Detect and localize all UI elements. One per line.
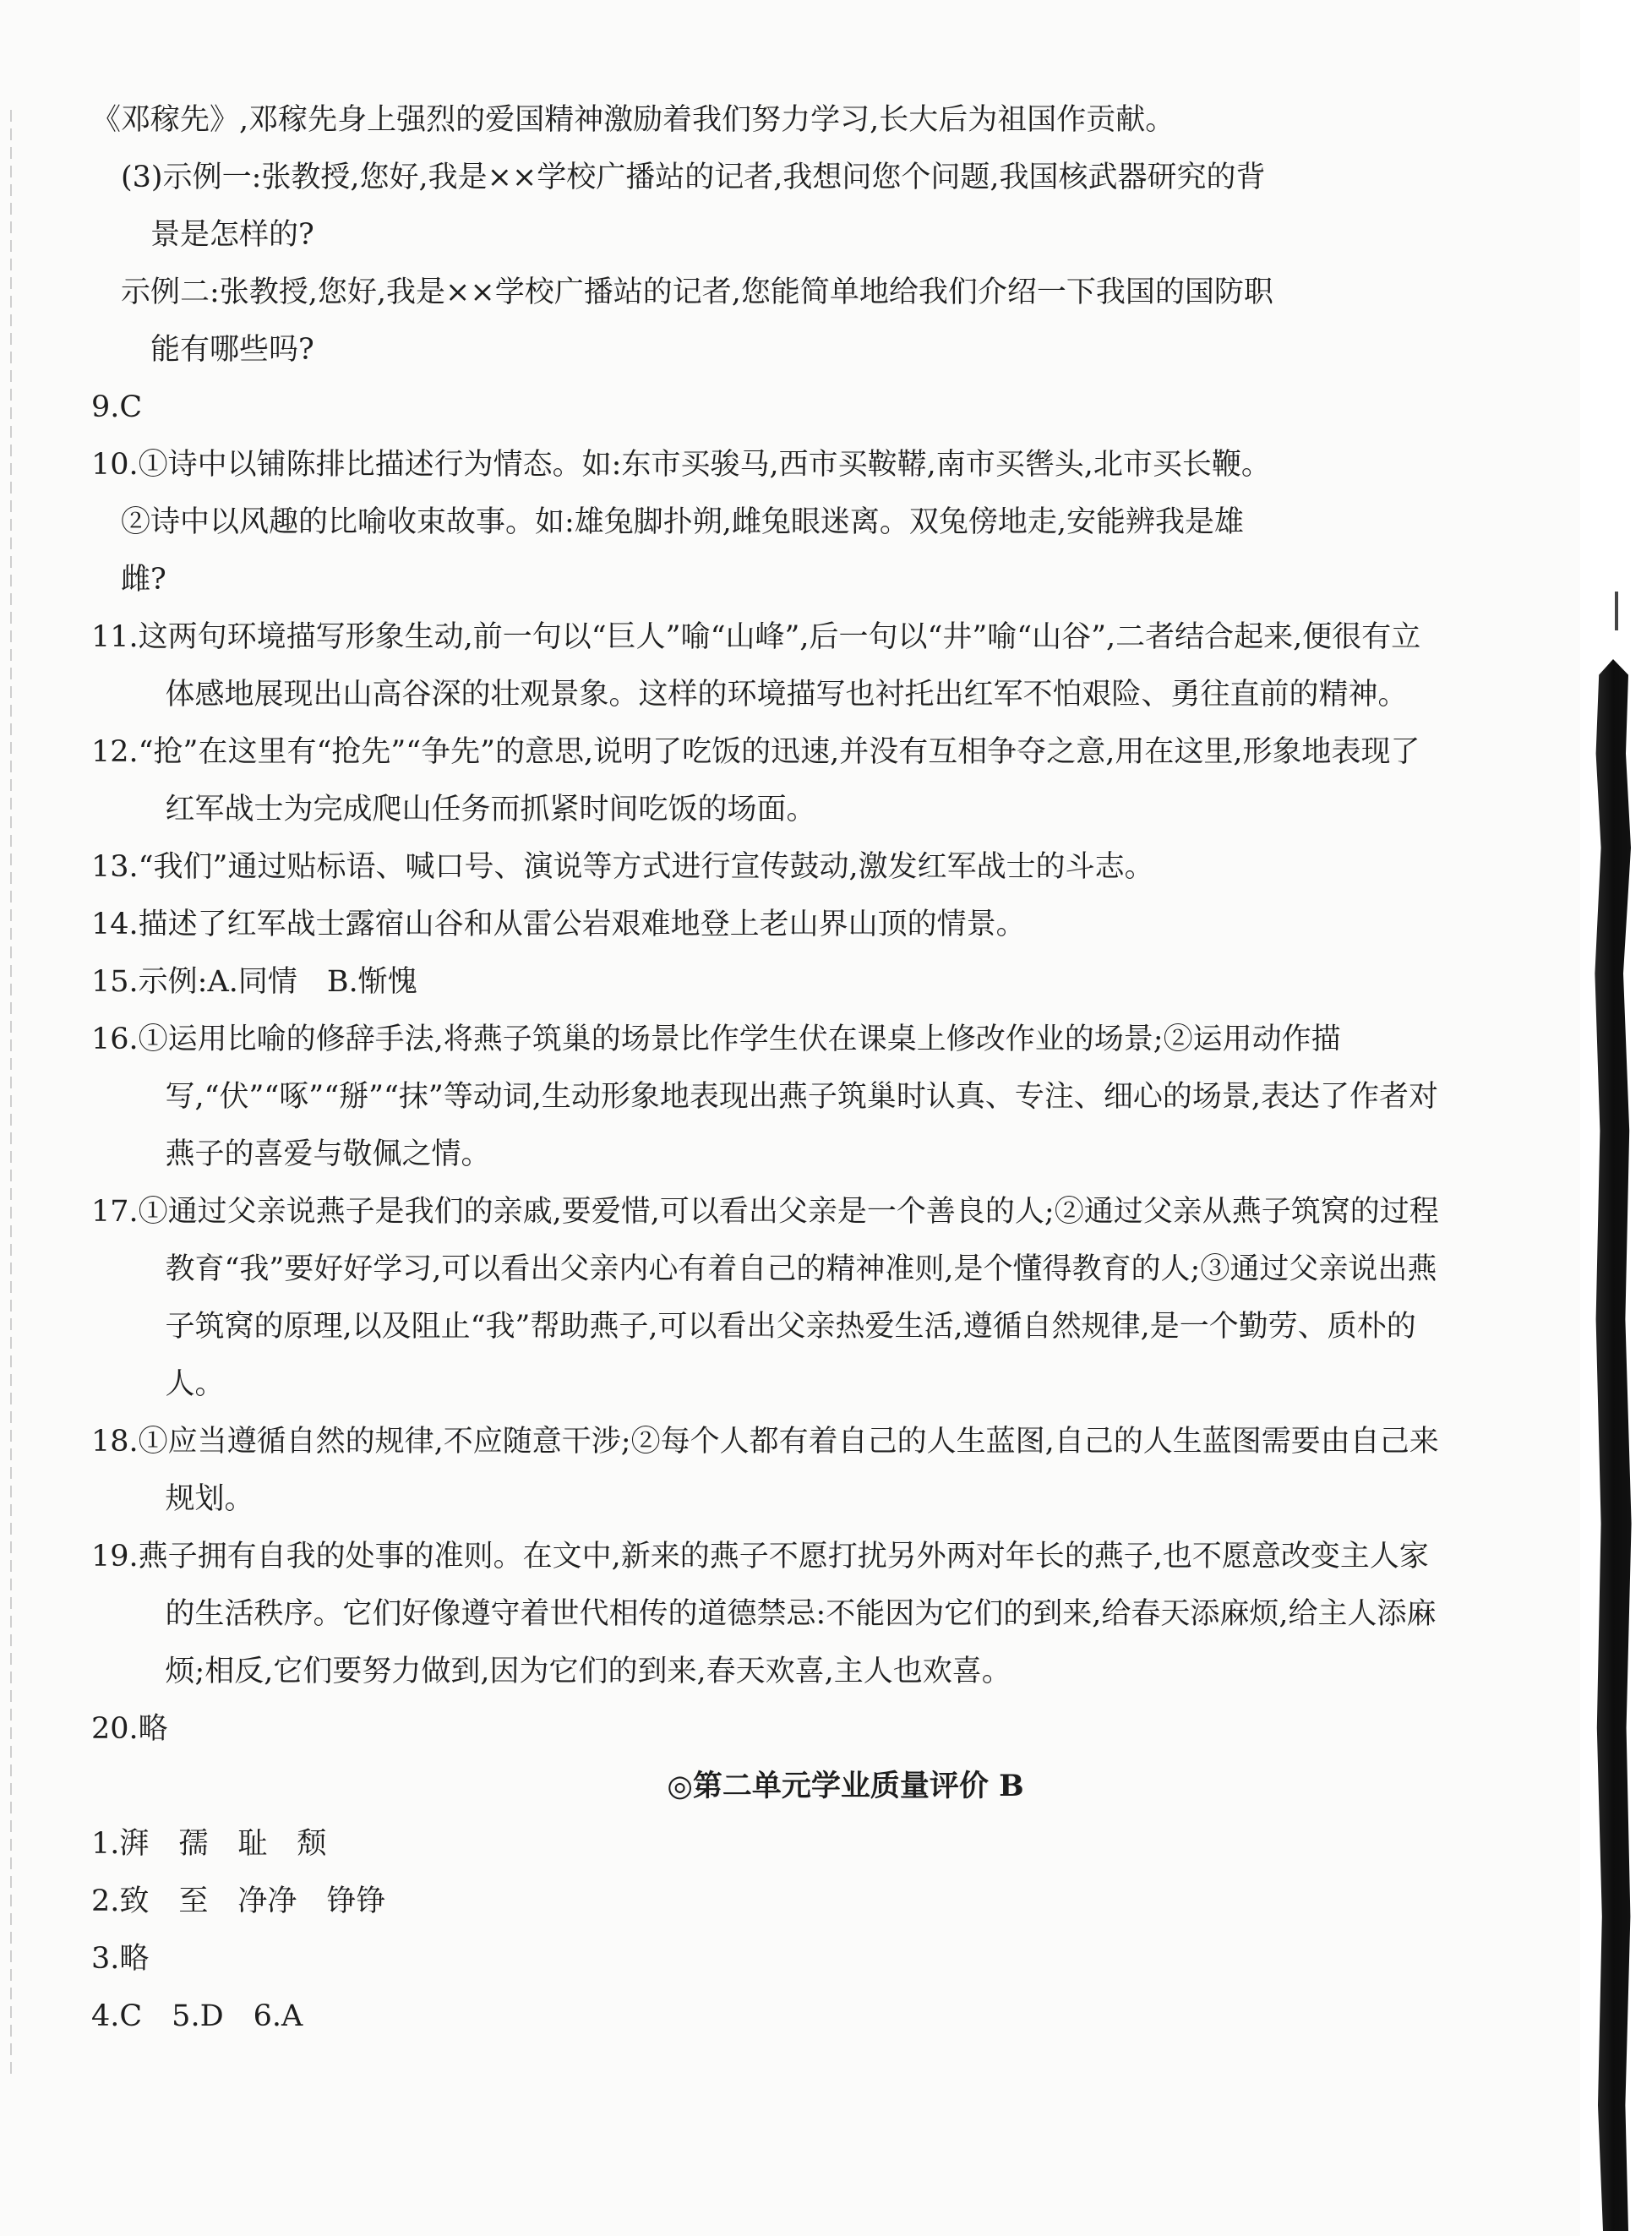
answer-10 (91, 436, 1439, 608)
answer-17: 17.①通过父亲说燕子是我们的亲戚,要爱惜,可以看出父亲是一个善良的人;②通过父亲从燕子筑窝的过程教育“我”要好好学习,可以看出父亲内心有着自己的精神准则,是个懂得教育的人;③通过父亲说出燕子筑窝的原理,以及阻止“我”帮助燕子,可以看出父亲热爱生活,遵循自然规律,是一个勤劳、质朴的人。 (91, 1195, 1439, 1401)
answer-key-body (91, 91, 1439, 2045)
answer-line: 10.①诗中以铺陈排比描述行为情态。如:东市买骏马,西市买鞍鞯,南市买辔头,北市买长鞭。 (91, 448, 1271, 482)
section-answer-2: 2.致 至 净净 铮铮 (91, 1884, 386, 1918)
edge-mark (1615, 592, 1618, 630)
answer-line-cont: 雌? (121, 563, 166, 597)
answer-line: 示例二:张教授,您好,我是××学校广播站的记者,您能简单地给我们介绍一下我国的国防职 (121, 275, 1273, 309)
answer-19: 19.燕子拥有自我的处事的准则。在文中,新来的燕子不愿打扰另外两对年长的燕子,也不愿意改变主人家的生活秩序。它们好像遵守着世代相传的道德禁忌:不能因为它们的到来,给春天添麻烦,给主人添麻烦;相反,它们要努力做到,因为它们的到来,春天欢喜,主人也欢喜。 (91, 1540, 1437, 1688)
answer-13: 13.“我们”通过贴标语、喊口号、演说等方式进行宣传鼓动,激发红军战士的斗志。 (91, 850, 1154, 884)
answer-18: 18.①应当遵循自然的规律,不应随意干涉;②每个人都有着自己的人生蓝图,自己的人生蓝图需要由自己来规划。 (91, 1425, 1439, 1516)
answer-9: 9.C (91, 390, 143, 424)
answer-12: 12.“抢”在这里有“抢先”“争先”的意思,说明了吃饭的迅速,并没有互相争夺之意,用在这里,形象地表现了红军战士为完成爬山任务而抓紧时间吃饭的场面。 (91, 735, 1420, 826)
answer-line-cont: ②诗中以风趣的比喻收束故事。如:雄兔脚扑朔,雌兔眼迷离。双兔傍地走,安能辨我是雄 (121, 505, 1245, 539)
section-answer-4-6: 4.C 5.D 6.A (91, 1999, 303, 2033)
answer-line-cont: 能有哪些吗? (150, 333, 314, 367)
answer-16: 16.①运用比喻的修辞手法,将燕子筑巢的场景比作学生伏在课桌上修改作业的场景;②运用动作描写,“伏”“啄”“掰”“抹”等动词,生动形象地表现出燕子筑巢时认真、专注、细心的场景,表达了作者对燕子的喜爱与敬佩之情。 (91, 1023, 1439, 1171)
section-title: ◎第二单元学业质量评价 B (667, 1769, 1024, 1803)
answer-line-cont: 景是怎样的? (150, 218, 314, 252)
answer-20: 20.略 (91, 1712, 168, 1746)
answer-example-1 (91, 149, 1439, 264)
answer-example-2 (91, 264, 1439, 379)
answer-line: 《邓稼先》,邓稼先身上强烈的爱国精神激励着我们努力学习,长大后为祖国作贡献。 (91, 103, 1175, 137)
section-answer-3: 3.略 (91, 1942, 150, 1976)
answer-line: (3)示例一:张教授,您好,我是××学校广播站的记者,我想问您个问题,我国核武器研究的背 (121, 161, 1266, 194)
binding-margin-line (10, 110, 12, 2079)
scan-shadow (1593, 659, 1644, 2231)
answer-15: 15.示例:A.同情 B.惭愧 (91, 965, 417, 999)
answer-11: 11.这两句环境描写形象生动,前一句以“巨人”喻“山峰”,后一句以“井”喻“山谷”,二者结合起来,便很有立体感地展现出山高谷深的壮观景象。这样的环境描写也衬托出红军不怕艰险、勇往直前的精神。 (91, 620, 1421, 712)
section-answer-1: 1.湃 孺 耻 颓 (91, 1827, 327, 1861)
answer-14: 14.描述了红军战士露宿山谷和从雷公岩艰难地登上老山界山顶的情景。 (91, 908, 1026, 941)
page-edge (1580, 0, 1652, 2236)
